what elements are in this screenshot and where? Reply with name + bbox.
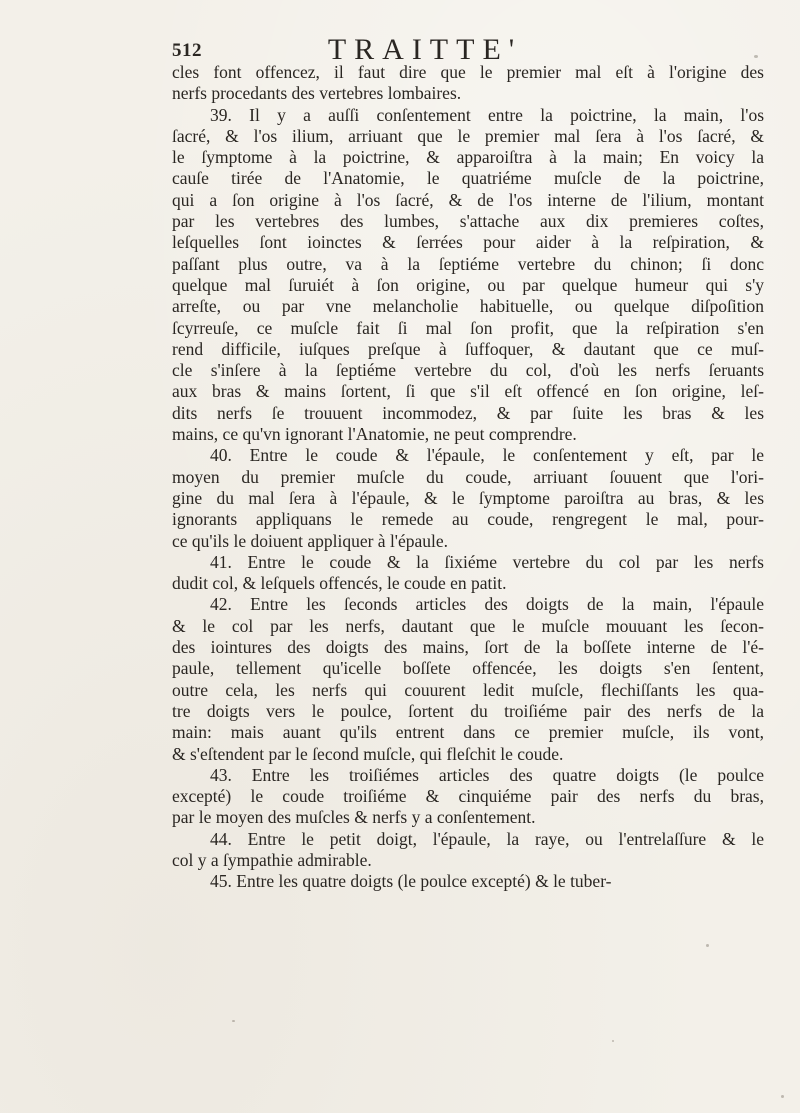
paper-speck [232,1020,235,1022]
text-line: leſquelles ſont ioinctes & ſerrées pour aider à la reſpiration, & [172,232,764,253]
text-line: 41. Entre le coude & la ſixiéme vertebre du col par les nerfs [210,551,764,572]
paper-speck [706,944,709,947]
text-line: 42. Entre les ſeconds articles des doigts de la main, l'épaule [210,594,764,615]
text-line: mains, ce qu'vn ignorant l'Anatomie, ne peut comprendre. [172,424,577,445]
text-line: par le moyen des muſcles & nerfs y a conſentement. [172,807,536,828]
text-line: rend difficile, iuſques preſque à ſuffoquer, & dautant que ce muſ- [172,338,764,359]
text-line: & le col par les nerfs, dautant que le muſcle mouuant les ſecon- [172,615,764,636]
running-title: TRAITTE' [327,33,523,66]
text-line: ſcyrreuſe, ce muſcle fait ſi mal ſon profit, que la reſpiration s'en [172,317,764,338]
text-line: outre cela, les nerfs qui couurent ledit muſcle, flechiſſants les qua- [172,679,764,700]
text-line: tre doigts vers le poulce, ſortent du troiſiéme pair des nerfs de la [172,700,764,721]
text-line: excepté) le coude troiſiéme & cinquiéme pair des nerfs du bras, [172,786,764,807]
text-line: ſacré, & l'os ilium, arriuant que le premier mal ſera à l'os ſacré, & [172,125,764,146]
paper-speck [612,1040,614,1042]
page-header [0,0,800,70]
body-text [172,62,764,893]
text-line: quelque mal ſuruiét à ſon origine, ou par quelque humeur qui s'y [172,274,764,295]
text-line: dits nerfs ſe trouuent incommodez, & par ſuite les bras & les [172,402,764,423]
text-line: aux bras & mains ſortent, ſi que s'il eſt offencé en ſon origine, leſ- [172,381,764,402]
text-line: 45. Entre les quatre doigts (le poulce excepté) & le tuber- [210,871,612,892]
paper-speck [754,55,758,58]
text-line: 43. Entre les troiſiémes articles des quatre doigts (le poulce [210,764,764,785]
text-line: par les vertebres des lumbes, s'attache aux dix premieres coſtes, [172,211,764,232]
text-line: moyen du premier muſcle du coude, arriuant ſouuent que l'ori- [172,466,764,487]
text-line: arreſte, ou par vne melancholie habituelle, ou quelque diſpoſition [172,296,764,317]
text-line: & s'eſtendent par le ſecond muſcle, qui fleſchit le coude. [172,743,564,764]
page-number: 512 [172,40,202,61]
text-line: 40. Entre le coude & l'épaule, le conſentement y eſt, par le [210,445,764,466]
text-line: col y a ſympathie admirable. [172,849,372,870]
text-line: 39. Il y a auſſi conſentement entre la poictrine, la main, l'os [210,104,764,125]
text-line: cauſe tirée de l'Anatomie, le quatriéme muſcle de la poictrine, [172,168,764,189]
text-line: ignorants appliquans le remede au coude, rengregent le mal, pour- [172,509,764,530]
text-line: ce qu'ils le doiuent appliquer à l'épaule. [172,530,449,551]
text-line: paſſant plus outre, va à la ſeptiéme vertebre du chinon; ſi donc [172,253,764,274]
text-line: main: mais auant qu'ils entrent dans ce premier muſcle, ils vont, [172,722,764,743]
text-line: cles font offencez, il faut dire que le premier mal eſt à l'origine des [172,62,764,82]
text-line: qui a ſon origine à l'os ſacré, & de l'os interne de l'ilium, montant [172,189,764,210]
text-line: paule, tellement qu'icelle boſſete offencée, les doigts s'en ſentent, [172,658,764,679]
text-line: le ſymptome à la poictrine, & apparoiſtra à la main; En voicy la [172,147,764,168]
text-line: cle s'inſere à la ſeptiéme vertebre du col, d'où les nerfs ſeruants [172,360,764,381]
text-line: nerfs procedants des vertebres lombaires. [172,83,462,104]
text-line: des iointures des doigts des mains, ſort de la boſſete interne de l'é- [172,637,764,658]
text-line: 44. Entre le petit doigt, l'épaule, la raye, ou l'entrelaſſure & le [210,828,764,849]
text-line: gine du mal ſera à l'épaule, & le ſymptome paroiſtra au bras, & les [172,487,764,508]
text-line: dudit col, & leſquels offencés, le coude en patit. [172,573,507,594]
paper-speck [781,1095,784,1098]
